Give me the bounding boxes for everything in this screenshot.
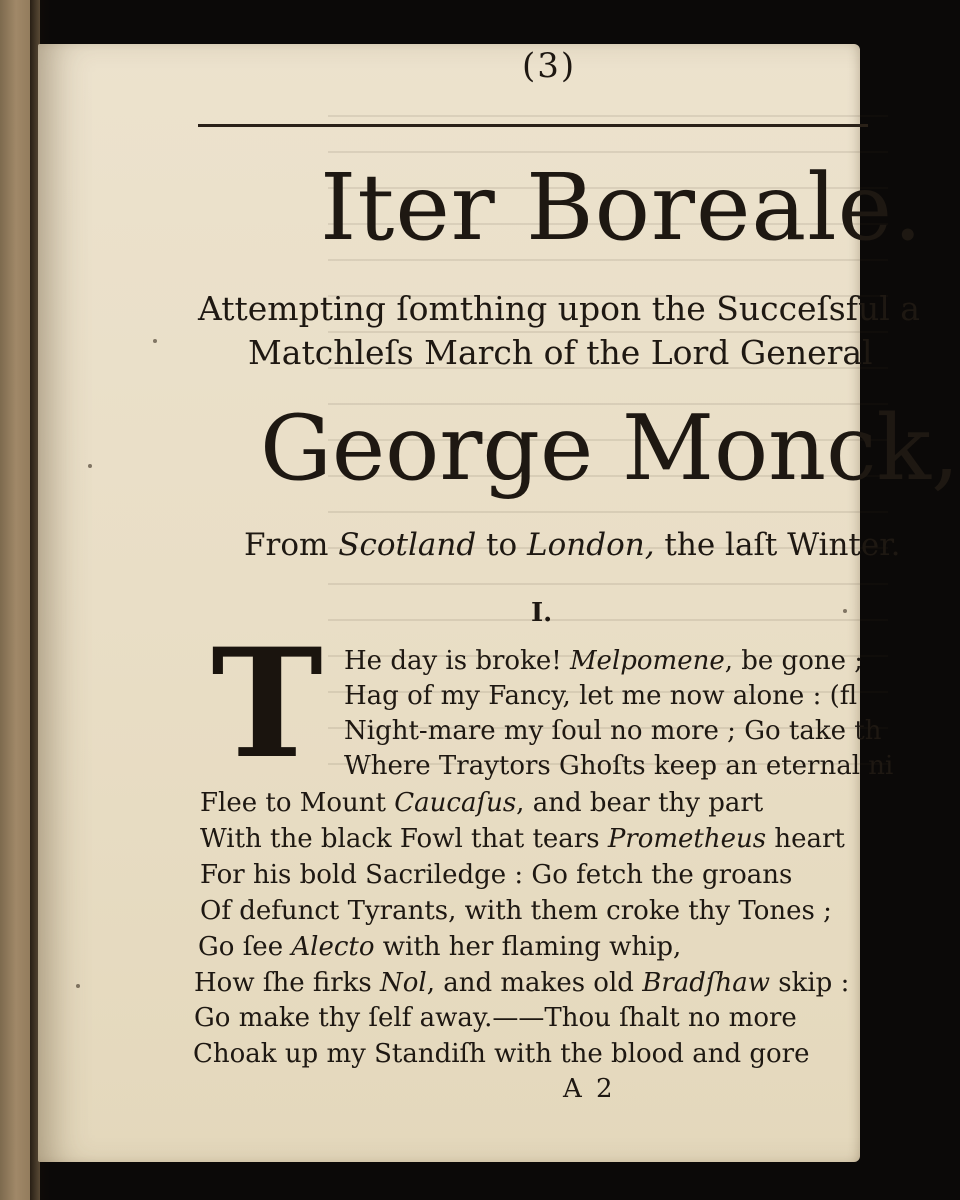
verse-text: Night-mare my ſoul no more ; Go take th (344, 716, 882, 746)
verse-italic-word: Caucaſus (394, 788, 517, 818)
from-place-2: London, (527, 527, 655, 563)
verse-text: with her flaming whip, (374, 932, 682, 962)
subtitle-line-2: Matchleſs March of the Lord General (248, 333, 873, 372)
verse-line (200, 898, 832, 924)
general-name: George Monck, (260, 396, 960, 501)
from-prefix: From (244, 527, 339, 563)
verse-line (344, 753, 893, 779)
verse-text: With the black Fowl that tears (200, 824, 608, 854)
from-line (244, 527, 901, 563)
verse-line (194, 970, 849, 996)
paper-speck (843, 609, 847, 613)
verse-text: Where Traytors Ghoſts keep an eternal ni (344, 751, 894, 781)
verse-text: For his bold Sacriledge : Go fetch the groans (200, 860, 793, 890)
paper-speck (76, 984, 80, 988)
page-number: (3) (522, 46, 577, 86)
page-title: Iter Boreale. (320, 154, 924, 261)
verse-text: Hag of my Fancy, let me now alone : (fl (344, 681, 858, 711)
verse-text: Go make thy ſelf away.——Thou ſhalt no more (194, 1003, 797, 1033)
from-middle: to (476, 527, 528, 563)
verse-line (200, 862, 792, 888)
verse-text: skip : (770, 968, 850, 998)
signature-mark: A 2 (563, 1074, 616, 1104)
verse-line (194, 1005, 797, 1031)
printed-page (38, 44, 960, 1162)
from-place-1: Scotland (338, 527, 477, 563)
verse-text: heart (766, 824, 845, 854)
verse-text: Go ſee (198, 932, 292, 962)
subtitle-line-1: Attempting ſomthing upon the Succeſsful a (198, 289, 920, 328)
verse-line (344, 683, 857, 709)
verse-line (193, 1041, 809, 1067)
verse-line (200, 790, 763, 816)
verse-italic-word: Nol (380, 968, 427, 998)
verse-text: How ſhe firks (194, 968, 380, 998)
verse-text: , be gone ; (724, 646, 864, 676)
verse-text: Of defunct Tyrants, with them croke thy Tones ; (200, 896, 832, 926)
paper-speck (153, 339, 157, 343)
verse-text: Flee to Mount (200, 788, 395, 818)
verse-italic-word: Prometheus (607, 824, 767, 854)
verse-line (344, 648, 863, 674)
verse-text: Choak up my Standiſh with the blood and gore (193, 1039, 810, 1069)
verse-text: He day is broke! (344, 646, 570, 676)
verse-italic-word: Bradſhaw (642, 968, 770, 998)
verse-italic-word: Melpomene (569, 646, 725, 676)
stanza-number: I. (531, 598, 553, 628)
paper-speck (88, 464, 92, 468)
verse-text: , and bear thy part (516, 788, 764, 818)
from-suffix: the laſt Winter. (654, 527, 901, 563)
verse-line (200, 826, 845, 852)
verse-line (198, 934, 681, 960)
verse-line (344, 718, 881, 744)
verse-italic-word: Alecto (291, 932, 375, 962)
header-rule (198, 124, 868, 127)
verse-text: , and makes old (426, 968, 643, 998)
drop-cap: T (211, 616, 323, 792)
